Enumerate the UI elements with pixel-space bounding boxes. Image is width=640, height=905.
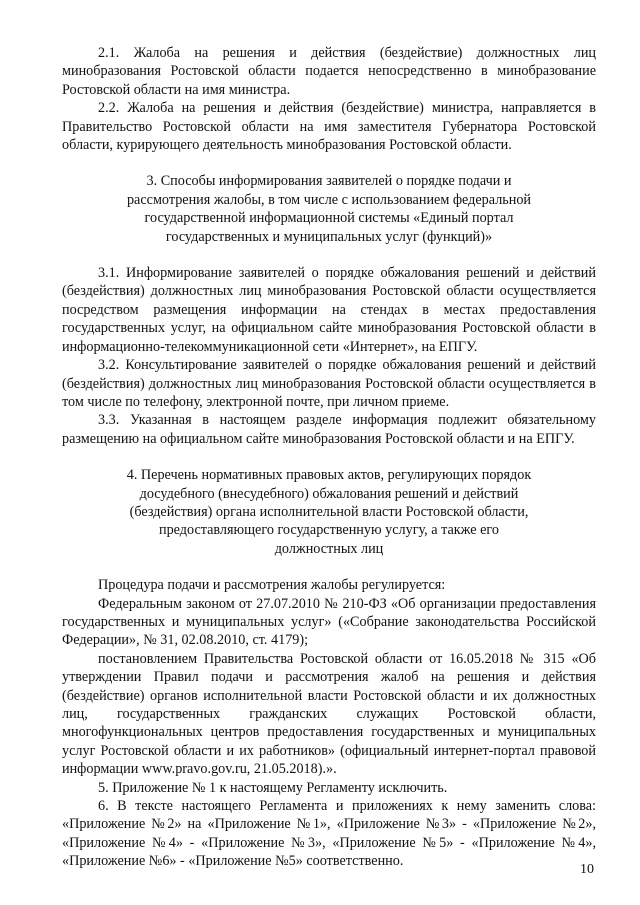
paragraph-4-resolution: постановлением Правительства Ростовской области от 16.05.2018 № 315 «Об утверждении Правил подачи и рассмотрения жалоб на решения и действия (бездействие) органов исполнительной власти Ростовской области и их должностных лиц, государственных гражданских служащих Ростовской области, многофункциональных центров предоставления государственных и муниципальных услуг Ростовской области и их работников» (официальный интернет-портал правовой информации www.pravo.gov.ru, 21.05.2018).». [62,650,596,778]
paragraph-2-2: 2.2. Жалоба на решения и действия (бездействие) министра, направляется в Правительство Ростовской области на имя заместителя Губернатора Ростовской области, курирующего деятельность минобразования Ростовской области. [62,100,596,154]
paragraph-3-2: 3.2. Консультирование заявителей о порядке обжалования решений и действий (бездействия) должностных лиц минобразования Ростовской области осуществляется в том числе по телефону, электронной почте, при личном приеме. [62,357,596,410]
document-page [62,44,596,871]
paragraph-3-3: 3.3. Указанная в настоящем разделе информация подлежит обязательному размещению на официальном сайте минобразования Ростовской области и на ЕПГУ. [62,412,596,447]
paragraph-4-intro: Процедура подачи и рассмотрения жалобы регулируется: [98,577,446,594]
paragraph-3-1: 3.1. Информирование заявителей о порядке обжалования решений и действий (бездействия) должностных лиц минобразования Ростовской области осуществляется посредством размещения информации на стендах в местах предоставления государственных услуг, на официальном сайте минобразования Ростовской области в информационно-телекоммуникационной сети «Интернет», на ЕПГУ. [62,265,596,355]
paragraph-2-1: 2.1. Жалоба на решения и действия (бездействие) должностных лиц минобразования Ростовской области подается непосредственно в минобразование Ростовской области на имя министра. [62,45,596,98]
paragraph-6: 6. В тексте настоящего Регламента и приложениях к нему заменить слова: «Приложение №2» на «Приложение №1», «Приложение №3» - «Приложение №2», «Приложение №4» - «Приложение №3», «Приложение №5» - «Приложение №4», «Приложение №6» - «Приложение №5» соответственно. [62,798,596,870]
paragraph-5: 5. Приложение № 1 к настоящему Регламенту исключить. [98,779,448,796]
page-number: 10 [580,862,594,877]
paragraph-4-federal-law: Федеральным законом от 27.07.2010 № 210-ФЗ «Об организации предоставления государственных и муниципальных услуг» («Собрание законодательства Российской Федерации», № 31, 02.08.2010, ст. 4179); [62,595,596,649]
section-4-heading: 4. Перечень нормативных правовых актов, регулирующих порядок досудебного (внесудебного) обжалования решений и действий (бездействия) органа исполнительной власти Ростовской области, предоставляющего государственную услугу, а также его должностных лиц [126,467,532,557]
section-3-heading: 3. Способы информирования заявителей о порядке подачи и рассмотрения жалобы, в том числе с использованием федеральной государственной информационной системы «Единый портал государственных и муниципальных услуг (функций)» [126,173,532,245]
